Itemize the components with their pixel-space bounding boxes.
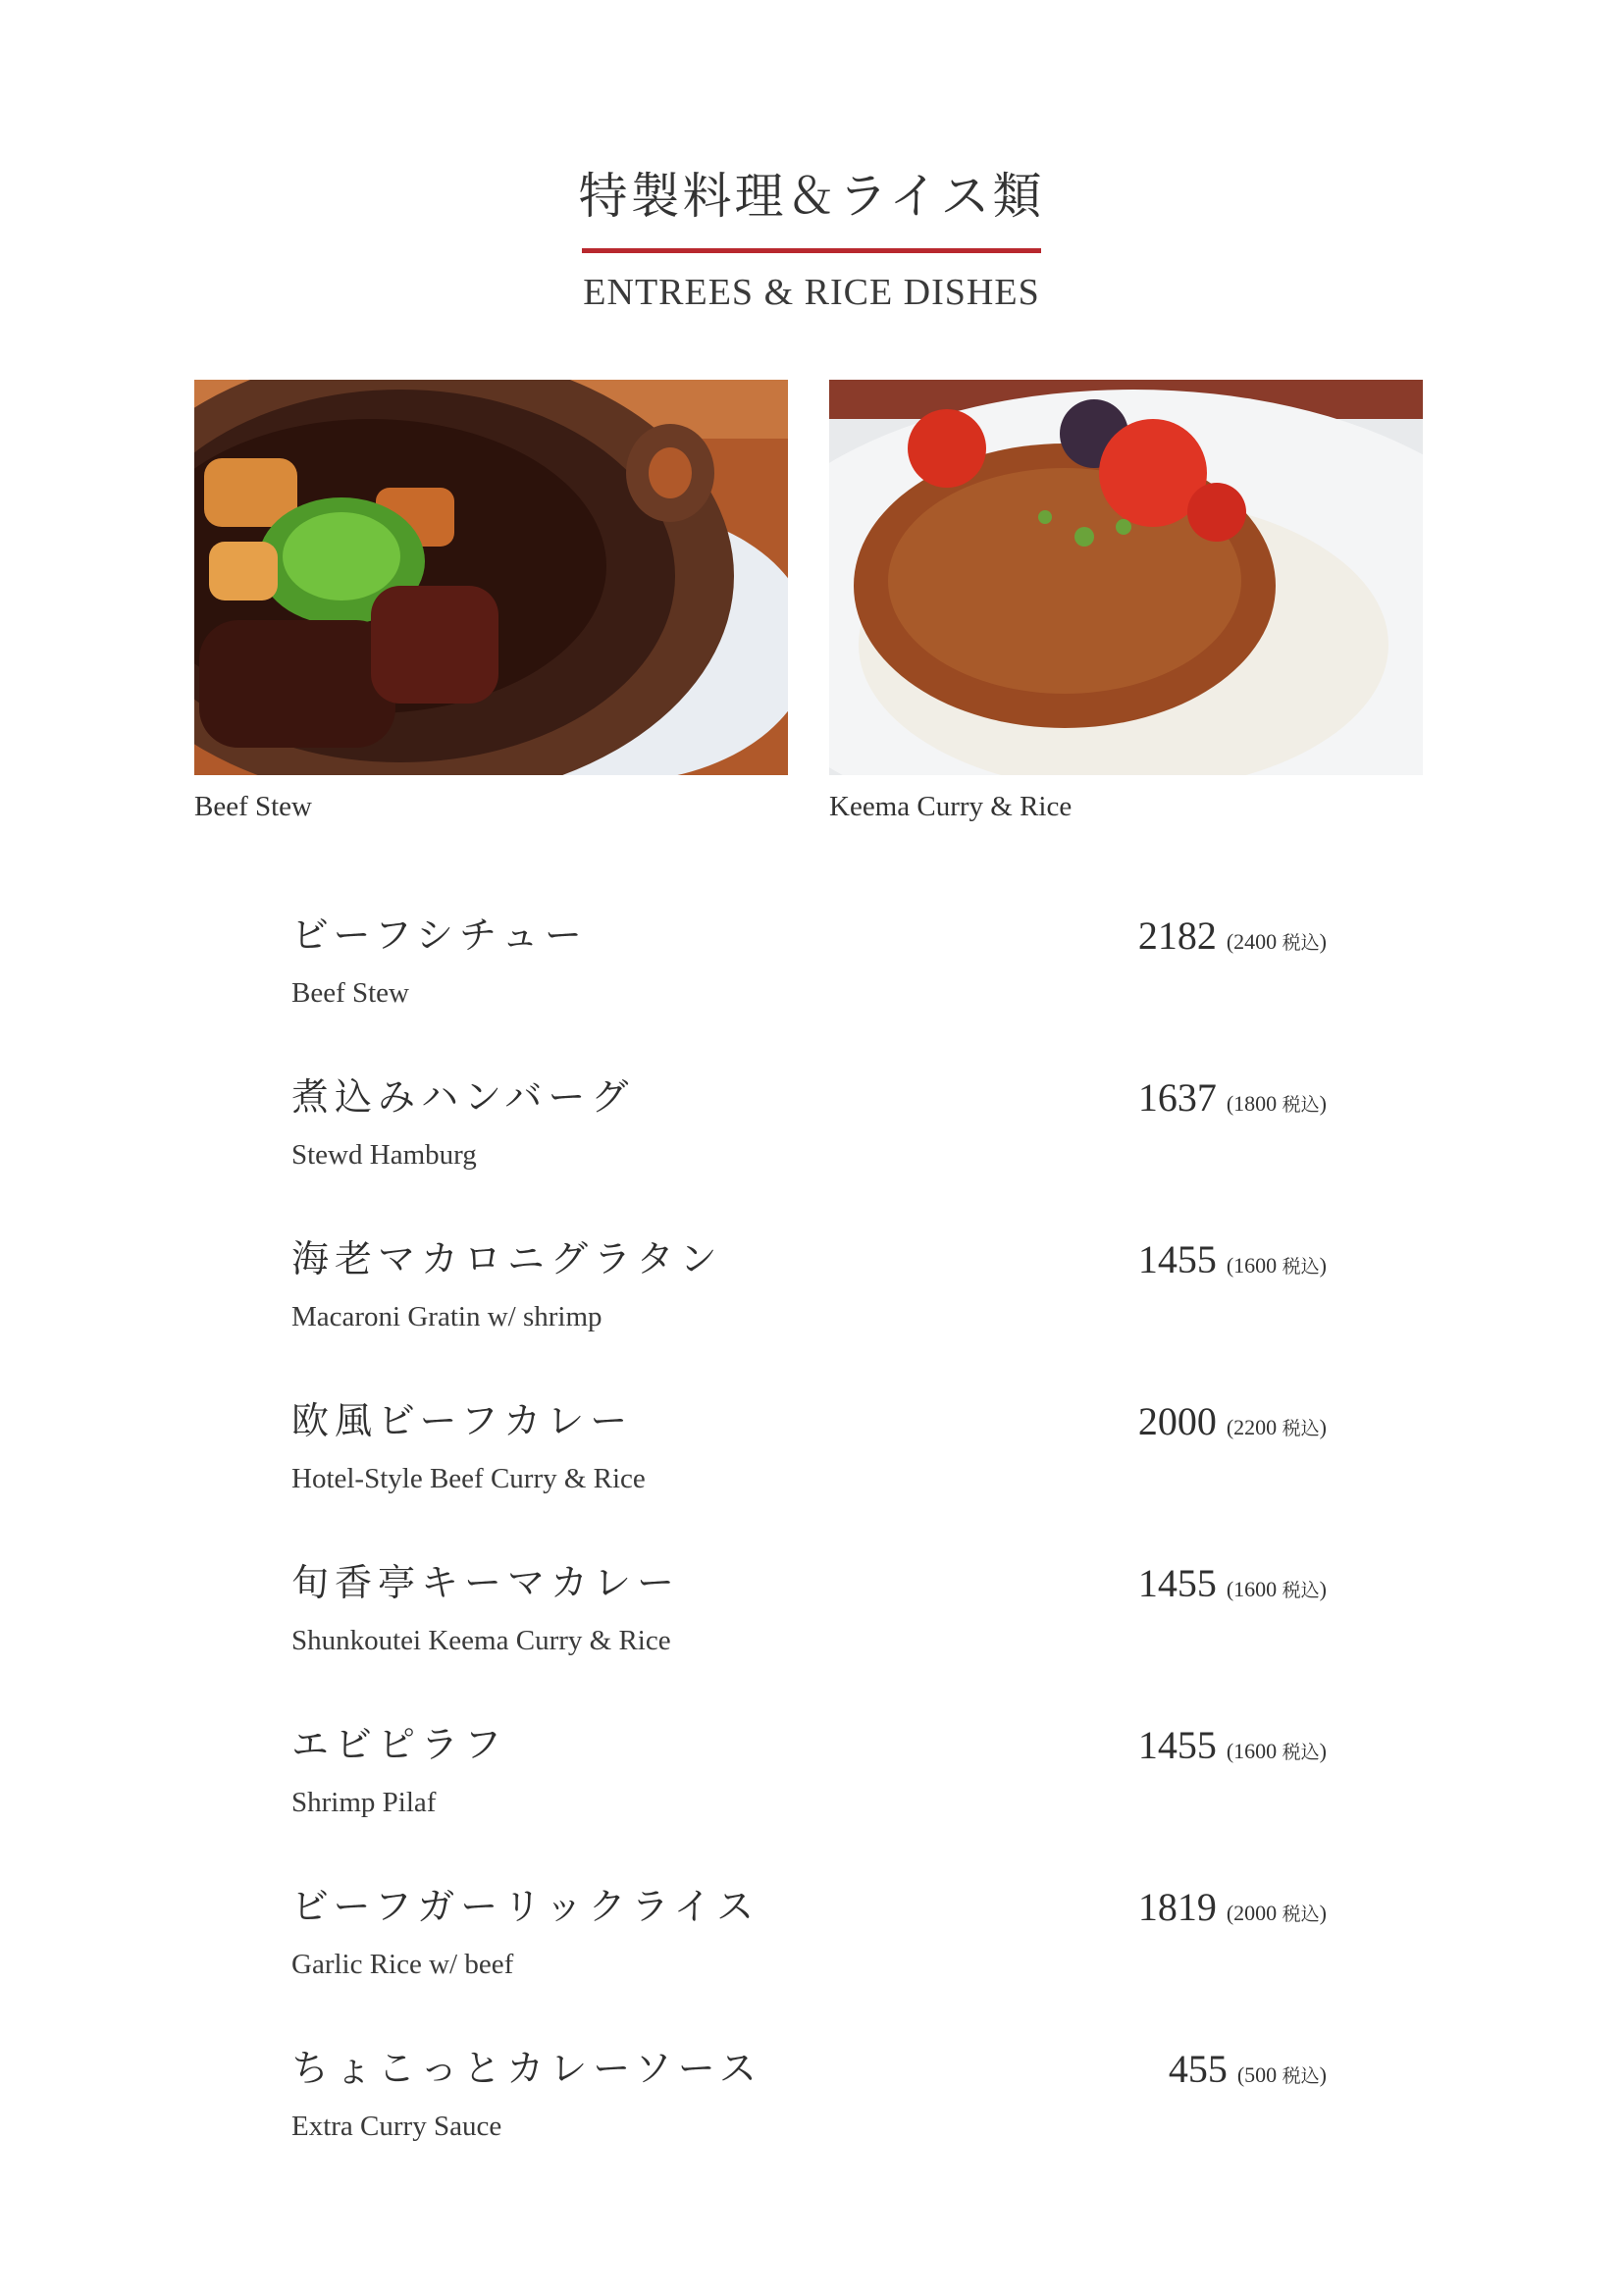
- page-title-jp: 特製料理＆ライス類: [578, 169, 1045, 224]
- keema-curry-photo: [829, 380, 1423, 775]
- item-price: 1637: [1137, 1075, 1217, 1120]
- item-name-en: Garlic Rice w/ beef: [291, 1949, 514, 1980]
- item-name-jp: ちょこっとカレーソース: [291, 2049, 762, 2090]
- menu-item: [0, 1560, 1623, 1722]
- item-name-jp: 煮込みハンバーグ: [291, 1077, 635, 1119]
- price-block: [1138, 1560, 1327, 1616]
- item-name-en: Extra Curry Sauce: [291, 2111, 502, 2142]
- price-block: [1169, 2046, 1327, 2102]
- menu-header: [0, 162, 1623, 316]
- price-block: [1138, 1722, 1327, 1778]
- item-name-en: Hotel-Style Beef Curry & Rice: [291, 1463, 646, 1494]
- tax-included-price: (2000 税込): [1226, 1901, 1327, 1925]
- page-title-en: ENTREES & RICE DISHES: [583, 272, 1040, 313]
- price-block: [1138, 1074, 1327, 1130]
- item-name-en: Shunkoutei Keema Curry & Rice: [291, 1625, 671, 1656]
- item-name-jp: 欧風ビーフカレー: [291, 1401, 634, 1442]
- item-price: 2000: [1137, 1399, 1217, 1443]
- menu-item: [0, 1884, 1623, 2046]
- item-price: 1819: [1137, 1885, 1217, 1929]
- beef-stew-photo: [194, 380, 788, 775]
- item-name-en: Beef Stew: [291, 977, 409, 1009]
- item-name-jp: 海老マカロニグラタン: [291, 1239, 723, 1280]
- item-name-jp: 旬香亭キーマカレー: [291, 1563, 681, 1604]
- item-price: 1455: [1137, 1237, 1217, 1281]
- tax-included-price: (2400 税込): [1226, 929, 1327, 954]
- tax-included-price: (500 税込): [1236, 2062, 1327, 2087]
- menu-item: [0, 1074, 1623, 1236]
- menu-list: [0, 913, 1623, 2208]
- item-name-en: Shrimp Pilaf: [291, 1787, 437, 1818]
- photo-caption: Keema Curry & Rice: [829, 791, 1073, 822]
- tax-included-price: (1600 税込): [1226, 1577, 1327, 1601]
- item-name-jp: ビーフシチュー: [291, 915, 588, 957]
- price-block: [1138, 1398, 1327, 1454]
- menu-item: [0, 1722, 1623, 1884]
- tax-included-price: (1800 税込): [1226, 1091, 1327, 1116]
- tax-included-price: (2200 税込): [1226, 1415, 1327, 1439]
- tax-included-price: (1600 税込): [1226, 1739, 1327, 1763]
- price-block: [1138, 913, 1327, 968]
- price-block: [1138, 1236, 1327, 1292]
- menu-item: [0, 913, 1623, 1074]
- title-underline: [582, 248, 1041, 253]
- photo-caption: Beef Stew: [194, 791, 312, 822]
- item-price: 1455: [1137, 1561, 1217, 1605]
- menu-item: [0, 1236, 1623, 1398]
- item-name-jp: エビピラフ: [291, 1725, 508, 1766]
- item-name-jp: ビーフガーリックライス: [291, 1887, 760, 1928]
- item-name-en: Stewd Hamburg: [291, 1139, 477, 1171]
- tax-included-price: (1600 税込): [1226, 1253, 1327, 1278]
- item-name-en: Macaroni Gratin w/ shrimp: [291, 1301, 602, 1332]
- item-price: 455: [1168, 2047, 1228, 2091]
- menu-item: [0, 2046, 1623, 2208]
- price-block: [1138, 1884, 1327, 1940]
- menu-item: [0, 1398, 1623, 1560]
- item-price: 1455: [1137, 1723, 1217, 1767]
- item-price: 2182: [1137, 913, 1217, 958]
